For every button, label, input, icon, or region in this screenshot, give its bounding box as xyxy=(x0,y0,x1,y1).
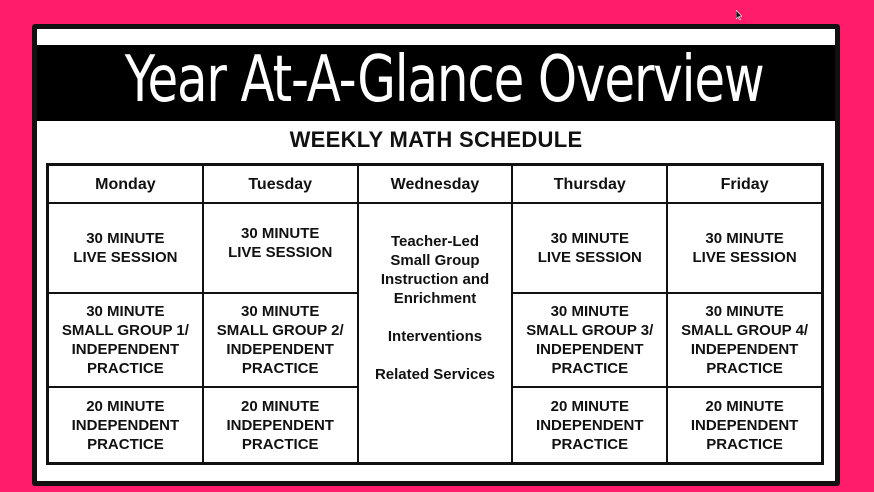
slide-card xyxy=(32,24,840,486)
title-banner xyxy=(37,45,835,121)
cell-tuesday-independent xyxy=(203,387,358,463)
cell-thursday-small-group xyxy=(512,293,667,387)
cell-line: LIVE SESSION xyxy=(228,244,333,261)
cell-wednesday-merged xyxy=(358,203,513,463)
cell-line: Teacher-Led xyxy=(390,233,480,250)
cell-line: PRACTICE xyxy=(551,360,629,377)
cell-line: INDEPENDENT xyxy=(536,416,644,434)
cell-friday-live xyxy=(667,203,822,293)
schedule-table xyxy=(46,163,824,465)
cell-line: PRACTICE xyxy=(706,435,783,453)
cell-line: PRACTICE xyxy=(87,360,164,377)
cell-line: LIVE SESSION xyxy=(73,249,178,266)
cell-line: SMALL GROUP 4/ xyxy=(681,322,809,339)
cell-line: 30 MINUTE xyxy=(86,303,165,320)
cell-line: SMALL GROUP 1/ xyxy=(61,322,189,339)
schedule-subtitle: WEEKLY MATH SCHEDULE xyxy=(289,127,583,152)
header-monday: Monday xyxy=(48,165,203,203)
cell-line: INDEPENDENT xyxy=(226,341,334,358)
cell-line: LIVE SESSION xyxy=(692,249,797,266)
cell-line: PRACTICE xyxy=(706,360,783,377)
header-wednesday: Wednesday xyxy=(358,165,513,203)
cell-line: 30 MINUTE xyxy=(550,230,629,247)
cell-line: Instruction and xyxy=(380,271,490,288)
header-tuesday: Tuesday xyxy=(203,165,358,203)
cell-line: INDEPENDENT xyxy=(71,341,180,358)
cell-line: Small Group xyxy=(390,252,480,269)
cell-thursday-live xyxy=(512,203,667,293)
cell-line: Related Services xyxy=(374,366,496,383)
cell-line: LIVE SESSION xyxy=(537,249,642,266)
cell-line: 30 MINUTE xyxy=(241,303,320,320)
cell-line: 30 MINUTE xyxy=(86,230,165,247)
cell-line: Enrichment xyxy=(393,290,477,307)
cell-monday-live xyxy=(48,203,203,293)
cell-line: Interventions xyxy=(387,328,483,345)
cell-line: PRACTICE xyxy=(87,435,164,453)
cell-line: 20 MINUTE xyxy=(550,397,629,415)
header-thursday: Thursday xyxy=(512,165,667,203)
cell-line: PRACTICE xyxy=(551,435,629,453)
page-title: Year At-A-Glance Overview xyxy=(124,43,764,117)
cell-line: INDEPENDENT xyxy=(226,416,334,434)
cell-monday-independent xyxy=(48,387,203,463)
cell-line: 30 MINUTE xyxy=(705,303,784,320)
cell-line: PRACTICE xyxy=(241,435,319,453)
header-friday: Friday xyxy=(667,165,822,203)
cell-line: SMALL GROUP 3/ xyxy=(526,322,654,339)
cell-line: 20 MINUTE xyxy=(241,397,320,415)
cell-line: INDEPENDENT xyxy=(690,341,799,358)
cell-line: INDEPENDENT xyxy=(536,341,644,358)
cell-thursday-independent xyxy=(512,387,667,463)
cell-line: INDEPENDENT xyxy=(71,416,180,434)
cell-line: INDEPENDENT xyxy=(690,416,799,434)
cell-tuesday-small-group xyxy=(203,293,358,387)
mouse-cursor-icon xyxy=(736,10,742,20)
cell-line: 30 MINUTE xyxy=(241,225,320,242)
cell-line: 30 MINUTE xyxy=(705,230,784,247)
cell-line: 20 MINUTE xyxy=(705,397,784,415)
cell-tuesday-live xyxy=(203,203,358,293)
cell-line: SMALL GROUP 2/ xyxy=(216,322,344,339)
cell-line: 30 MINUTE xyxy=(550,303,629,320)
cell-line: PRACTICE xyxy=(241,360,319,377)
cell-monday-small-group xyxy=(48,293,203,387)
cell-friday-independent xyxy=(667,387,822,463)
cell-friday-small-group xyxy=(667,293,822,387)
cell-line: 20 MINUTE xyxy=(86,397,165,415)
